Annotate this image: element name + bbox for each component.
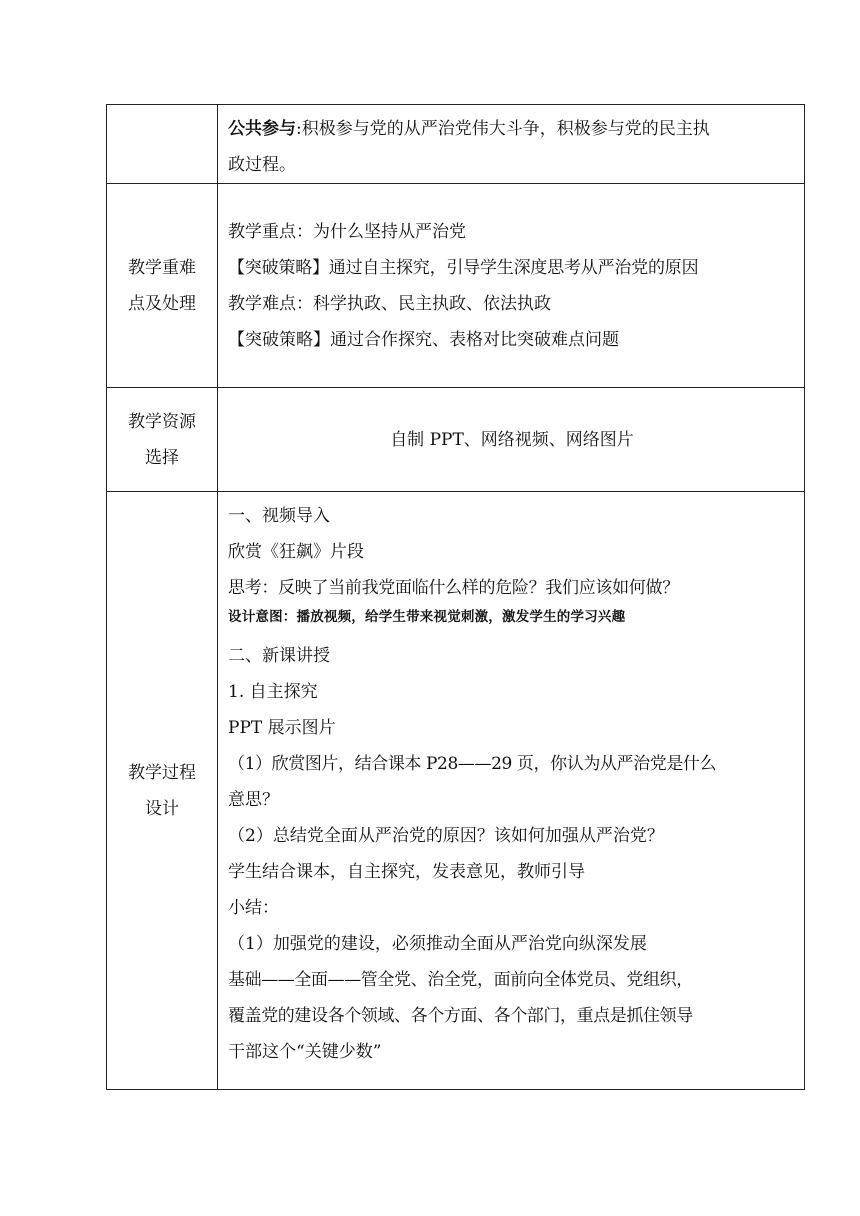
process-line: 小结： (228, 898, 279, 918)
process-line: 覆盖党的建设各个领域、各个方面、各个部门，重点是抓住领导 (228, 1006, 693, 1026)
design-intent-line: 设计意图：播放视频，给学生带来视觉刺激，激发学生的学习兴趣 (228, 609, 626, 625)
process-line: 思考：反映了当前我党面临什么样的危险？我们应该如何做？ (228, 578, 679, 598)
public-participation-line2: 政过程。 (228, 155, 296, 175)
table-row (107, 388, 805, 492)
label-line: 教学资源 (128, 411, 196, 432)
teaching-process-content (218, 492, 805, 1090)
public-participation-text: :积极参与党的从严治党伟大斗争，积极参与党的民主执 (296, 119, 710, 139)
table-row (107, 184, 805, 388)
key-point-line: 教学重点：为什么坚持从严治党 (228, 221, 466, 242)
process-line: （1）加强党的建设，必须推动全面从严治党向纵深发展 (228, 934, 647, 954)
process-line: 基础——全面——管全党、治全党，面前向全体党员、党组织， (228, 970, 693, 990)
teaching-resources-content (218, 388, 805, 492)
label-line: 教学过程 (128, 762, 196, 783)
process-line: （1）欣赏图片，结合课本 P28——29 页，你认为从严治党是什么 (228, 754, 717, 774)
table-row (107, 105, 805, 184)
key-difficult-points-label (107, 184, 218, 388)
label-line: 设计 (145, 798, 179, 819)
strategy-line: 【突破策略】通过合作探究、表格对比突破难点问题 (228, 329, 619, 350)
teaching-process-label (107, 492, 218, 1090)
section-heading: 一、视频导入 (228, 506, 330, 526)
teaching-resources-label (107, 388, 218, 492)
process-line: 1. 自主探究 (228, 682, 318, 702)
table-row (107, 492, 805, 1090)
row1-content-cell (218, 105, 805, 184)
process-line: （2）总结党全面从严治党的原因？该如何加强从严治党？ (228, 826, 664, 846)
public-participation-line1 (228, 111, 796, 147)
public-participation-heading: 公共参与 (228, 119, 296, 139)
process-line: 学生结合课本，自主探究，发表意见，教师引导 (228, 862, 585, 882)
process-line: 欣赏《狂飙》片段 (228, 542, 364, 562)
process-line: 干部这个“关键少数” (228, 1042, 382, 1062)
process-line: PPT 展示图片 (228, 718, 336, 738)
label-line: 教学重难 (128, 257, 196, 278)
label-line: 点及处理 (128, 293, 196, 314)
row1-label-cell (107, 105, 218, 184)
key-difficult-points-content (218, 184, 805, 388)
process-line: 意思？ (228, 790, 279, 810)
resources-text: 自制 PPT、网络视频、网络图片 (390, 429, 634, 450)
section-heading: 二、新课讲授 (228, 646, 330, 666)
label-line: 选择 (145, 447, 179, 468)
difficult-point-line: 教学难点：科学执政、民主执政、依法执政 (228, 293, 551, 314)
lesson-plan-table (106, 104, 805, 1090)
strategy-line: 【突破策略】通过自主探究，引导学生深度思考从严治党的原因 (228, 257, 699, 278)
